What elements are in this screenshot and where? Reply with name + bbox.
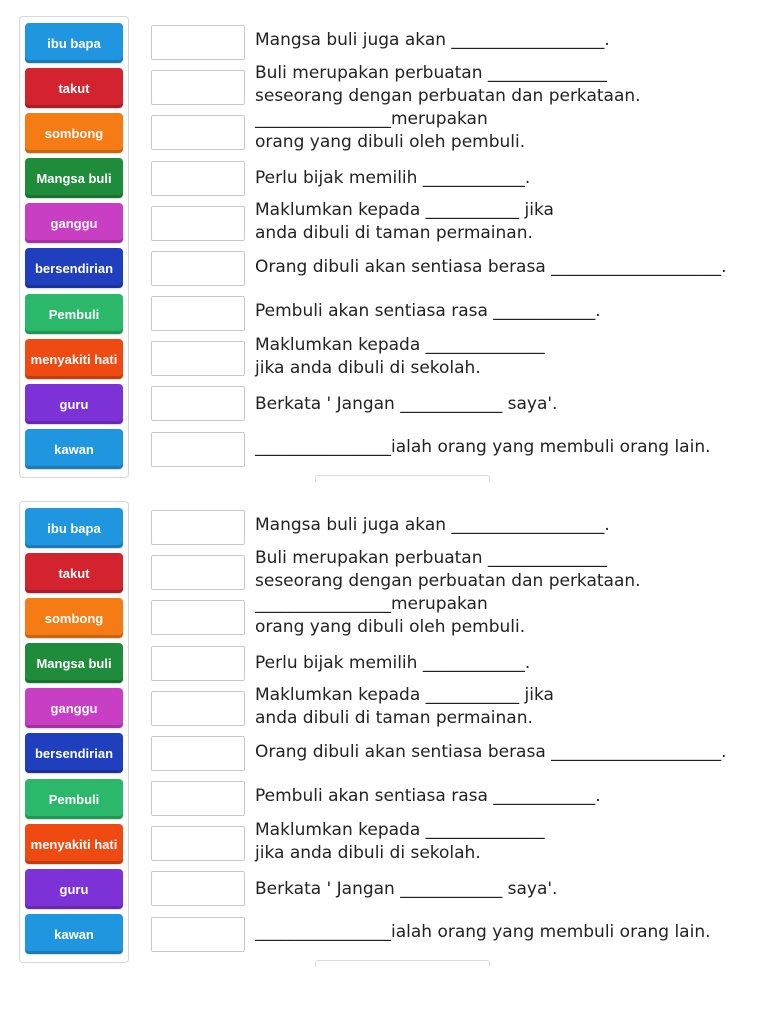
drop-slot[interactable] bbox=[151, 555, 245, 590]
answer-tile[interactable]: guru bbox=[25, 384, 123, 424]
answer-tile[interactable]: takut bbox=[25, 68, 123, 108]
answer-tile[interactable]: Mangsa buli bbox=[25, 158, 123, 198]
sentence-line: Maklumkan kepada ___________ jika bbox=[255, 200, 554, 220]
drop-slot[interactable] bbox=[151, 736, 245, 771]
sentence-line: orang yang dibuli oleh pembuli. bbox=[255, 132, 526, 152]
sentence-text bbox=[255, 29, 760, 52]
sentence-line: jika anda dibuli di sekolah. bbox=[255, 843, 481, 863]
sentence-text bbox=[255, 62, 760, 108]
drop-slot[interactable] bbox=[151, 691, 245, 726]
drop-slot[interactable] bbox=[151, 871, 245, 906]
drop-slot[interactable] bbox=[151, 826, 245, 861]
answer-tile[interactable]: Mangsa buli bbox=[25, 643, 123, 683]
sentence-line: ________________ialah orang yang membuli orang lain. bbox=[255, 922, 711, 942]
sentence-text bbox=[255, 300, 760, 323]
sentence-line: Buli merupakan perbuatan ______________ bbox=[255, 63, 607, 83]
answer-tile[interactable]: sombong bbox=[25, 113, 123, 153]
sentence-text bbox=[255, 108, 760, 154]
panel-tab bbox=[315, 960, 490, 967]
sentence-text bbox=[255, 199, 760, 245]
sentence-line: jika anda dibuli di sekolah. bbox=[255, 358, 481, 378]
answer-tile[interactable]: kawan bbox=[25, 914, 123, 954]
sentence-line: seseorang dengan perbuatan dan perkataan. bbox=[255, 571, 641, 591]
answer-tile[interactable]: ibu bapa bbox=[25, 23, 123, 63]
sentence-text bbox=[255, 256, 760, 279]
activity-panel-1 bbox=[0, 0, 768, 480]
sentence-text bbox=[255, 741, 760, 764]
sentence-text bbox=[255, 547, 760, 593]
drop-slot[interactable] bbox=[151, 341, 245, 376]
drop-slot[interactable] bbox=[151, 25, 245, 60]
drop-slot[interactable] bbox=[151, 296, 245, 331]
sentence-text bbox=[255, 514, 760, 537]
sentence-line: ________________ialah orang yang membuli orang lain. bbox=[255, 437, 711, 457]
answer-tile[interactable]: ibu bapa bbox=[25, 508, 123, 548]
sentence-line: Berkata ' Jangan ____________ saya'. bbox=[255, 394, 558, 414]
answer-tile[interactable]: ganggu bbox=[25, 688, 123, 728]
drop-slot[interactable] bbox=[151, 386, 245, 421]
drop-slot[interactable] bbox=[151, 115, 245, 150]
drop-slot[interactable] bbox=[151, 646, 245, 681]
panel-tab bbox=[315, 475, 490, 482]
activity-panel-2 bbox=[0, 485, 768, 965]
answer-tile[interactable]: guru bbox=[25, 869, 123, 909]
sentence-line: ________________merupakan bbox=[255, 109, 488, 129]
answer-tile[interactable]: takut bbox=[25, 553, 123, 593]
sentence-line: Orang dibuli akan sentiasa berasa ____________________. bbox=[255, 257, 727, 277]
drop-slot[interactable] bbox=[151, 161, 245, 196]
sentence-line: seseorang dengan perbuatan dan perkataan. bbox=[255, 86, 641, 106]
sentence-text bbox=[255, 878, 760, 901]
sentence-text bbox=[255, 921, 760, 944]
drop-slot[interactable] bbox=[151, 206, 245, 241]
sentence-text bbox=[255, 393, 760, 416]
sentence-line: orang yang dibuli oleh pembuli. bbox=[255, 617, 526, 637]
answer-tile[interactable]: Pembuli bbox=[25, 294, 123, 334]
word-bank bbox=[19, 16, 129, 478]
drop-slot[interactable] bbox=[151, 251, 245, 286]
sentence-text bbox=[255, 785, 760, 808]
drop-slot[interactable] bbox=[151, 600, 245, 635]
sentence-line: Maklumkan kepada ______________ bbox=[255, 335, 545, 355]
sentence-line: Berkata ' Jangan ____________ saya'. bbox=[255, 879, 558, 899]
sentence-line: Maklumkan kepada ______________ bbox=[255, 820, 545, 840]
sentence-line: Pembuli akan sentiasa rasa ____________. bbox=[255, 786, 601, 806]
sentence-text bbox=[255, 334, 760, 380]
sentence-text bbox=[255, 819, 760, 865]
drop-slot[interactable] bbox=[151, 70, 245, 105]
sentence-line: Perlu bijak memilih ____________. bbox=[255, 653, 531, 673]
sentence-line: Mangsa buli juga akan __________________. bbox=[255, 515, 610, 535]
sentence-text bbox=[255, 684, 760, 730]
answer-tile[interactable]: ganggu bbox=[25, 203, 123, 243]
answer-tile[interactable]: menyakiti hati bbox=[25, 824, 123, 864]
sentence-line: anda dibuli di taman permainan. bbox=[255, 708, 533, 728]
answer-tile[interactable]: bersendirian bbox=[25, 248, 123, 288]
answer-tile[interactable]: Pembuli bbox=[25, 779, 123, 819]
sentence-line: Maklumkan kepada ___________ jika bbox=[255, 685, 554, 705]
word-bank bbox=[19, 501, 129, 963]
answer-tile[interactable]: bersendirian bbox=[25, 733, 123, 773]
sentence-text bbox=[255, 436, 760, 459]
sentence-line: Pembuli akan sentiasa rasa ____________. bbox=[255, 301, 601, 321]
answer-tile[interactable]: menyakiti hati bbox=[25, 339, 123, 379]
sentence-line: ________________merupakan bbox=[255, 594, 488, 614]
sentence-text bbox=[255, 167, 760, 190]
sentence-line: Buli merupakan perbuatan ______________ bbox=[255, 548, 607, 568]
drop-slot[interactable] bbox=[151, 432, 245, 467]
sentence-line: Perlu bijak memilih ____________. bbox=[255, 168, 531, 188]
sentence-line: anda dibuli di taman permainan. bbox=[255, 223, 533, 243]
sentence-text bbox=[255, 652, 760, 675]
sentence-line: Mangsa buli juga akan __________________. bbox=[255, 30, 610, 50]
sentence-line: Orang dibuli akan sentiasa berasa ____________________. bbox=[255, 742, 727, 762]
answer-tile[interactable]: kawan bbox=[25, 429, 123, 469]
sentence-text bbox=[255, 593, 760, 639]
drop-slot[interactable] bbox=[151, 781, 245, 816]
answer-tile[interactable]: sombong bbox=[25, 598, 123, 638]
drop-slot[interactable] bbox=[151, 510, 245, 545]
drop-slot[interactable] bbox=[151, 917, 245, 952]
